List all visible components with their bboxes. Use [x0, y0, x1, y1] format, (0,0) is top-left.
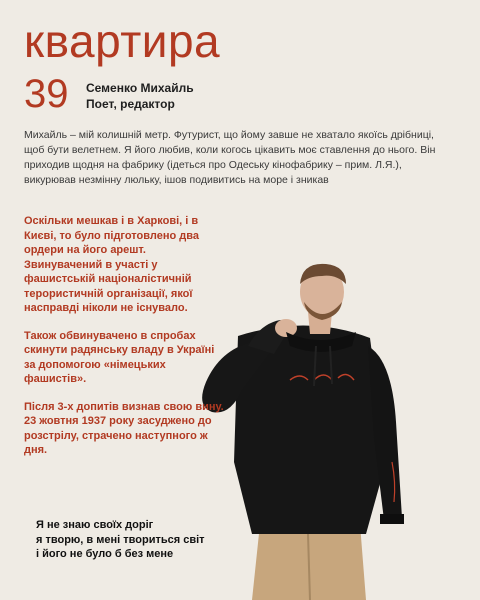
person-role: Поет, редактор [86, 97, 175, 111]
poem-quote [36, 518, 205, 562]
poem-line: я творю, в мені твориться світ [36, 533, 205, 546]
red-paragraph: Після 3-х допитів визнав свою вину. 23 жовтня 1937 року засуджено до розстрілу, страчено наступного ж дня. [24, 400, 224, 456]
portrait-photo [190, 262, 430, 600]
arrest-story [24, 214, 224, 471]
poem-line: і його не було б без мене [36, 548, 174, 560]
bio-text: Михайль – мій колишній метр. Футурист, що йому завше не хватало якоїсь дрібниці, щоб бути велетнем. Я його любив, коли когось цікавить моє ставлення до нього. Він приходив щодня на фабрику (ідеться про Одеську кінофабрику – прим. Л.Я.), викурював незмінну люльку, ішов подивитись на море і зникав [24, 129, 436, 186]
poem-line: Я не знаю своїх доріг [36, 519, 154, 531]
red-paragraph: Оскільки мешкав і в Харкові, і в Києві, то було підготовлено два ордери на його арешт. Звинувачений в участі у фашистській націоналістичній терористичній організації, якої насправді ніколи не існувало. [24, 215, 199, 314]
page-title: квартира [24, 15, 221, 67]
person-name: Семенко Михайль [86, 81, 194, 95]
red-paragraph: Також обвинувачено в спробах скинути радянську владу в Україні за допомогою «німецьких фашистів». [24, 329, 215, 385]
apartment-number: 39 [24, 72, 69, 116]
person-info [86, 80, 194, 112]
